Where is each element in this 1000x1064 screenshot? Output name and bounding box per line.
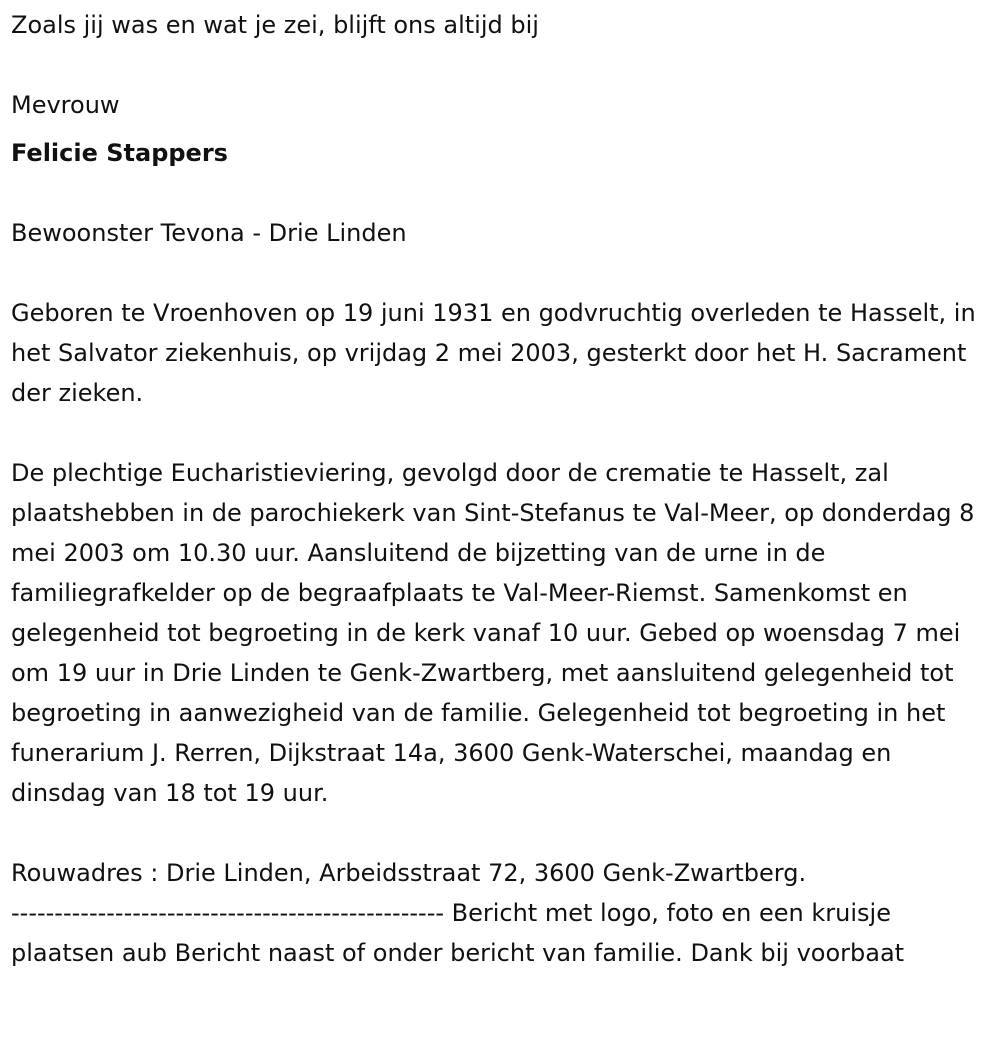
ceremony-paragraph: De plechtige Eucharistieviering, gevolgd door de crematie te Hasselt, zal plaatshebben in de parochiekerk van Sint-Stefanus te Val-Meer, op donderdag 8 mei 2003 om 10.30 uur. Aansluitend de bijzetting van de urne in de familiegrafkelder op de begraafplaats te Val-Meer-Riemst. Samenkomst en gelegenheid tot begroeting in de kerk vanaf 10 uur. Gebed op woensdag 7 mei om 19 uur in Drie Linden te Genk-Zwartberg, met aansluitend gelegenheid tot begroeting in aanwezigheid van de familie. Gelegenheid tot begroeting in het funerarium J. Rerren, Dijkstraat 14a, 3600 Genk-Waterschei, maandag en dinsdag van 18 tot 19 uur. (11, 459, 975, 807)
residence: Bewoonster Tevona - Drie Linden (11, 219, 407, 247)
salutation: Mevrouw (11, 91, 120, 119)
mourning-address: Rouwadres : Drie Linden, Arbeidsstraat 72, 3600 Genk-Zwartberg. (11, 859, 807, 887)
publication-note: -------------------------------------------------- Bericht met logo, foto en een kruisje plaatsen aub Bericht naast of onder bericht van familie. Dank bij voorbaat (11, 899, 905, 967)
motto: Zoals jij was en wat je zei, blijft ons altijd bij (11, 11, 539, 39)
birth-death-paragraph: Geboren te Vroenhoven op 19 juni 1931 en godvruchtig overleden te Hasselt, in het Salvator ziekenhuis, op vrijdag 2 mei 2003, gesterkt door het H. Sacrament der zieken. (11, 299, 976, 407)
deceased-name: Felicie Stappers (11, 139, 228, 167)
